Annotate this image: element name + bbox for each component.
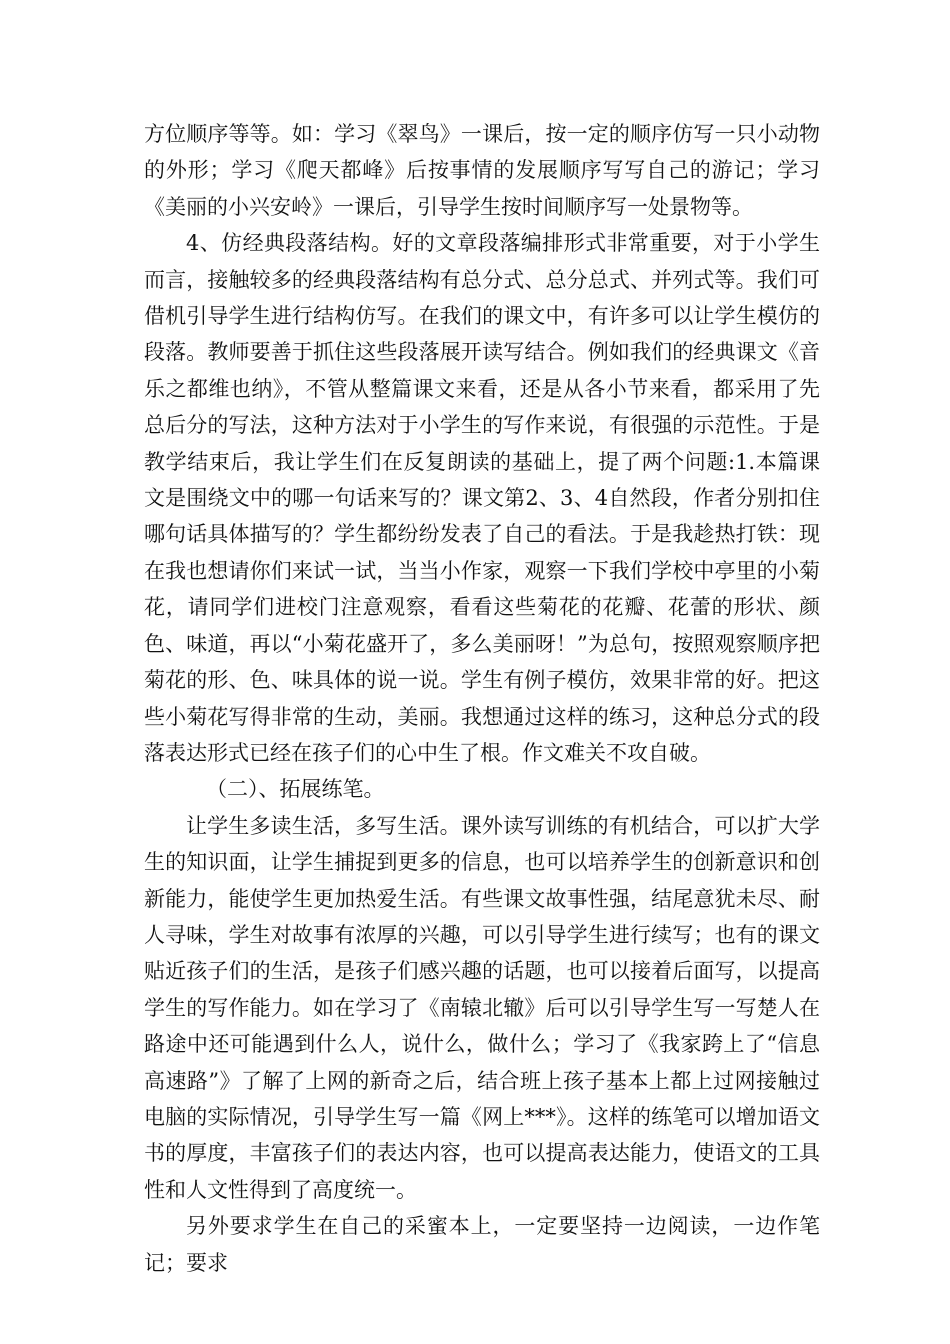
paragraph-4: 另外要求学生在自己的采蜜本上，一定要坚持一边阅读，一边作笔记；要求 [144, 1214, 820, 1275]
paragraph-2: 4、仿经典段落结构。好的文章段落编排形式非常重要，对于小学生而言，接触较多的经典段落结构有总分式、总分总式、并列式等。我们可借机引导学生进行结构仿写。在我们的课文中，有许多可以让学生模仿的段落。教师要善于抓住这些段落展开读写结合。例如我们的经典课文《音乐之都维也纳》，不管从整篇课文来看，还是从各小节来看，都采用了先总后分的写法，这种方法对于小学生的写作来说，有很强的示范性。于是教学结束后，我让学生们在反复朗读的基础上，提了两个问题:1.本篇课文是围绕文中的哪一句话来写的？课文第2、3、4自然段，作者分别扣住哪句话具体描写的？学生都纷纷发表了自己的看法。于是我趁热打铁：现在我也想请你们来试一试，当当小作家，观察一下我们学校中亭里的小菊花，请同学们进校门注意观察，看看这些菊花的花瓣、花蕾的形状、颜色、味道，再以“小菊花盛开了，多么美丽呀！”为总句，按照观察顺序把菊花的形、色、味具体的说一说。学生有例子模仿，效果非常的好。把这些小菊花写得非常的生动，美丽。我想通过这样的练习，这种总分式的段落表达形式已经在孩子们的心中生了根。作文难关不攻自破。 [144, 231, 820, 765]
paragraph-1: 方位顺序等等。如：学习《翠鸟》一课后，按一定的顺序仿写一只小动物的外形；学习《爬天都峰》后按事情的发展顺序写写自己的游记；学习《美丽的小兴安岭》一课后，引导学生按时间顺序写一处景物等。 [144, 122, 820, 219]
document-body [144, 116, 820, 1281]
section-heading: （二）、拓展练笔。 [206, 777, 385, 802]
paragraph-3: 让学生多读生活，多写生活。课外读写训练的有机结合，可以扩大学生的知识面，让学生捕捉到更多的信息，也可以培养学生的创新意识和创新能力，能使学生更加热爱生活。有些课文故事性强，结尾意犹未尽、耐人寻味，学生对故事有浓厚的兴趣，可以引导学生进行续写；也有的课文贴近孩子们的生活，是孩子们感兴趣的话题，也可以接着后面写，以提高学生的写作能力。如在学习了《南辕北辙》后可以引导学生写一写楚人在路途中还可能遇到什么人，说什么，做什么；学习了《我家跨上了“信息高速路”》了解了上网的新奇之后，结合班上孩子基本上都上过网接触过电脑的实际情况，引导学生写一篇《网上***》。这样的练笔可以增加语文书的厚度，丰富孩子们的表达内容，也可以提高表达能力，使语文的工具性和人文性得到了高度统一。 [144, 813, 820, 1202]
